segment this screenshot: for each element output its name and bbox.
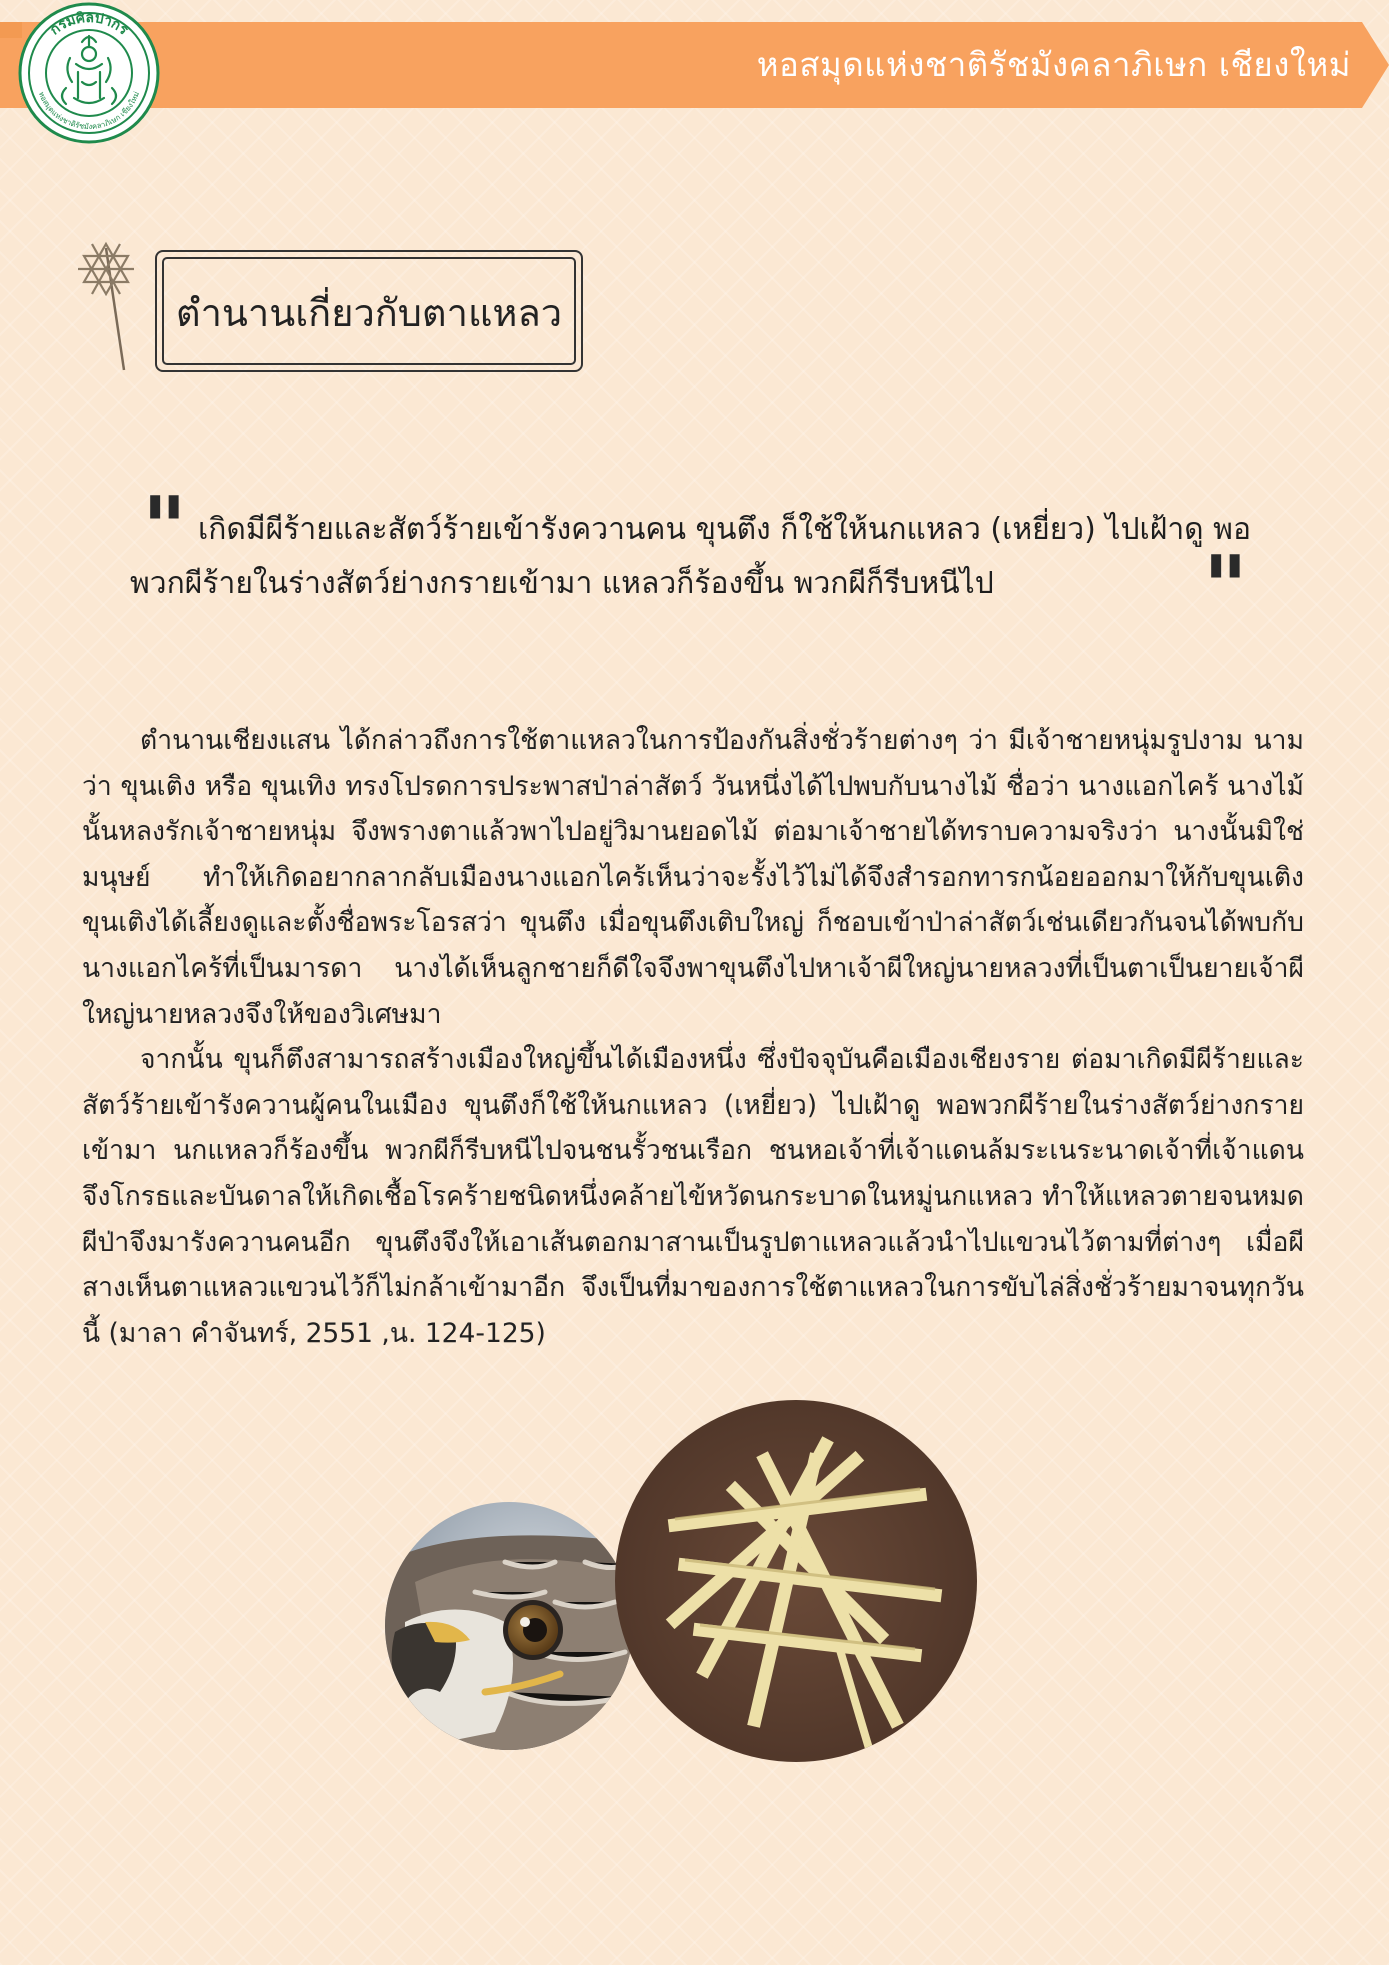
open-quote-mark: " [142, 479, 187, 579]
body-paragraph-2: จากนั้น ขุนก็ตึงสามารถสร้างเมืองใหญ่ขึ้นได้เมืองหนึ่ง ซึ่งปัจจุบันคือเมืองเชียงราย ต่อมาเกิดมีผีร้ายและสัตว์ร้ายเข้ารังควานผู้คนในเมือง ขุนตึงก็ใช้ให้นกแหลว (เหยี่ยว) ไปเฝ้าดู พอพวกผีร้ายในร่างสัตว์ย่างกรายเข้ามา นกแหลวก็ร้องขึ้น พวกผีก็รีบหนีไปจนชนรั้วชนเรือก ชนหอเจ้าที่เจ้าแดนล้มระเนระนาดเจ้าที่เจ้าแดนจึงโกรธและบันดาลให้เกิดเชื้อโรคร้ายชนิดหนึ่งคล้ายไข้หวัดนกระบาดในหมู่นกแหลว ทำให้แหลวตายจนหมด ผีป่าจึงมารังควานคนอีก ขุนตึงจึงให้เอาเส้นตอกมาสานเป็นรูปตาแหลวแล้วนำไปแขวนไว้ตามที่ต่างๆ เมื่อผีสางเห็นตาแหลวแขวนไว้ก็ไม่กล้าเข้ามาอีก จึงเป็นที่มาของการใช้ตาแหลวในการขับไล่สิ่งชั่วร้ายมาจนทุกวันนี้ (มาลา คำจันทร์, 2551 ,น. 124-125) [82, 1044, 1304, 1349]
svg-text:หอสมุดแห่งชาติรัชมังคลาภิเษก เ: หอสมุดแห่งชาติรัชมังคลาภิเษก เชียงใหม่ [36, 90, 142, 132]
talaew-photo [615, 1400, 977, 1762]
title-box [155, 250, 583, 372]
quote-body: เกิดมีผีร้ายและสัตว์ร้ายเข้ารังควานคน ขุนตึง ก็ใช้ให้นกแหลว (เหยี่ยว) ไปเฝ้าดู พอพวกผีร้ายในร่างสัตว์ย่างกรายเข้ามา แหลวก็ร้องขึ้น พวกผีก็รีบหนีไป [130, 512, 1251, 601]
fine-arts-department-seal [18, 2, 160, 144]
page-title: ตำนานเกี่ยวกับตาแหลว [175, 291, 563, 335]
svg-text:กรมศิลปากร: กรมศิลปากร [47, 9, 131, 39]
close-quote-mark: " [1203, 538, 1248, 638]
legend-body [82, 718, 1304, 1356]
library-name: หอสมุดแห่งชาติรัชมังคลาภิเษก เชียงใหม่ [756, 45, 1351, 84]
talaew-ornament-icon [76, 240, 136, 375]
quote-text [130, 503, 1280, 611]
hawk-photo [385, 1502, 633, 1750]
body-paragraph-1: ตำนานเชียงแสน ได้กล่าวถึงการใช้ตาแหลวในการป้องกันสิ่งชั่วร้ายต่างๆ ว่า มีเจ้าชายหนุ่มรูปงาม นามว่า ขุนเติง หรือ ขุนเทิง ทรงโปรดการประพาสป่าล่าสัตว์ วันหนึ่งได้ไปพบกับนางไม้ ชื่อว่า นางแอกไคร้ นางไม้นั้นหลงรักเจ้าชายหนุ่ม จึงพรางตาแล้วพาไปอยู่วิมานยอดไม้ ต่อมาเจ้าชายได้ทราบความจริงว่า นางนั้นมิใช่มนุษย์ ทำให้เกิดอยากลากลับเมืองนางแอกไคร้เห็นว่าจะรั้งไว้ไม่ได้จึงสำรอกทารกน้อยออกมาให้กับขุนเติง ขุนเติงได้เลี้ยงดูและตั้งชื่อพระโอรสว่า ขุนตึง เมื่อขุนตึงเติบใหญ่ ก็ชอบเข้าป่าล่าสัตว์เช่นเดียวกันจนได้พบกับนางแอกไคร้ที่เป็นมารดา นางได้เห็นลูกชายก็ดีใจจึงพาขุนตึงไปหาเจ้าผีใหญ่นายหลวงที่เป็นตาเป็นยายเจ้าผีใหญ่นายหลวงจึงให้ของวิเศษมา [82, 725, 1304, 1030]
header-ribbon [0, 22, 1389, 108]
